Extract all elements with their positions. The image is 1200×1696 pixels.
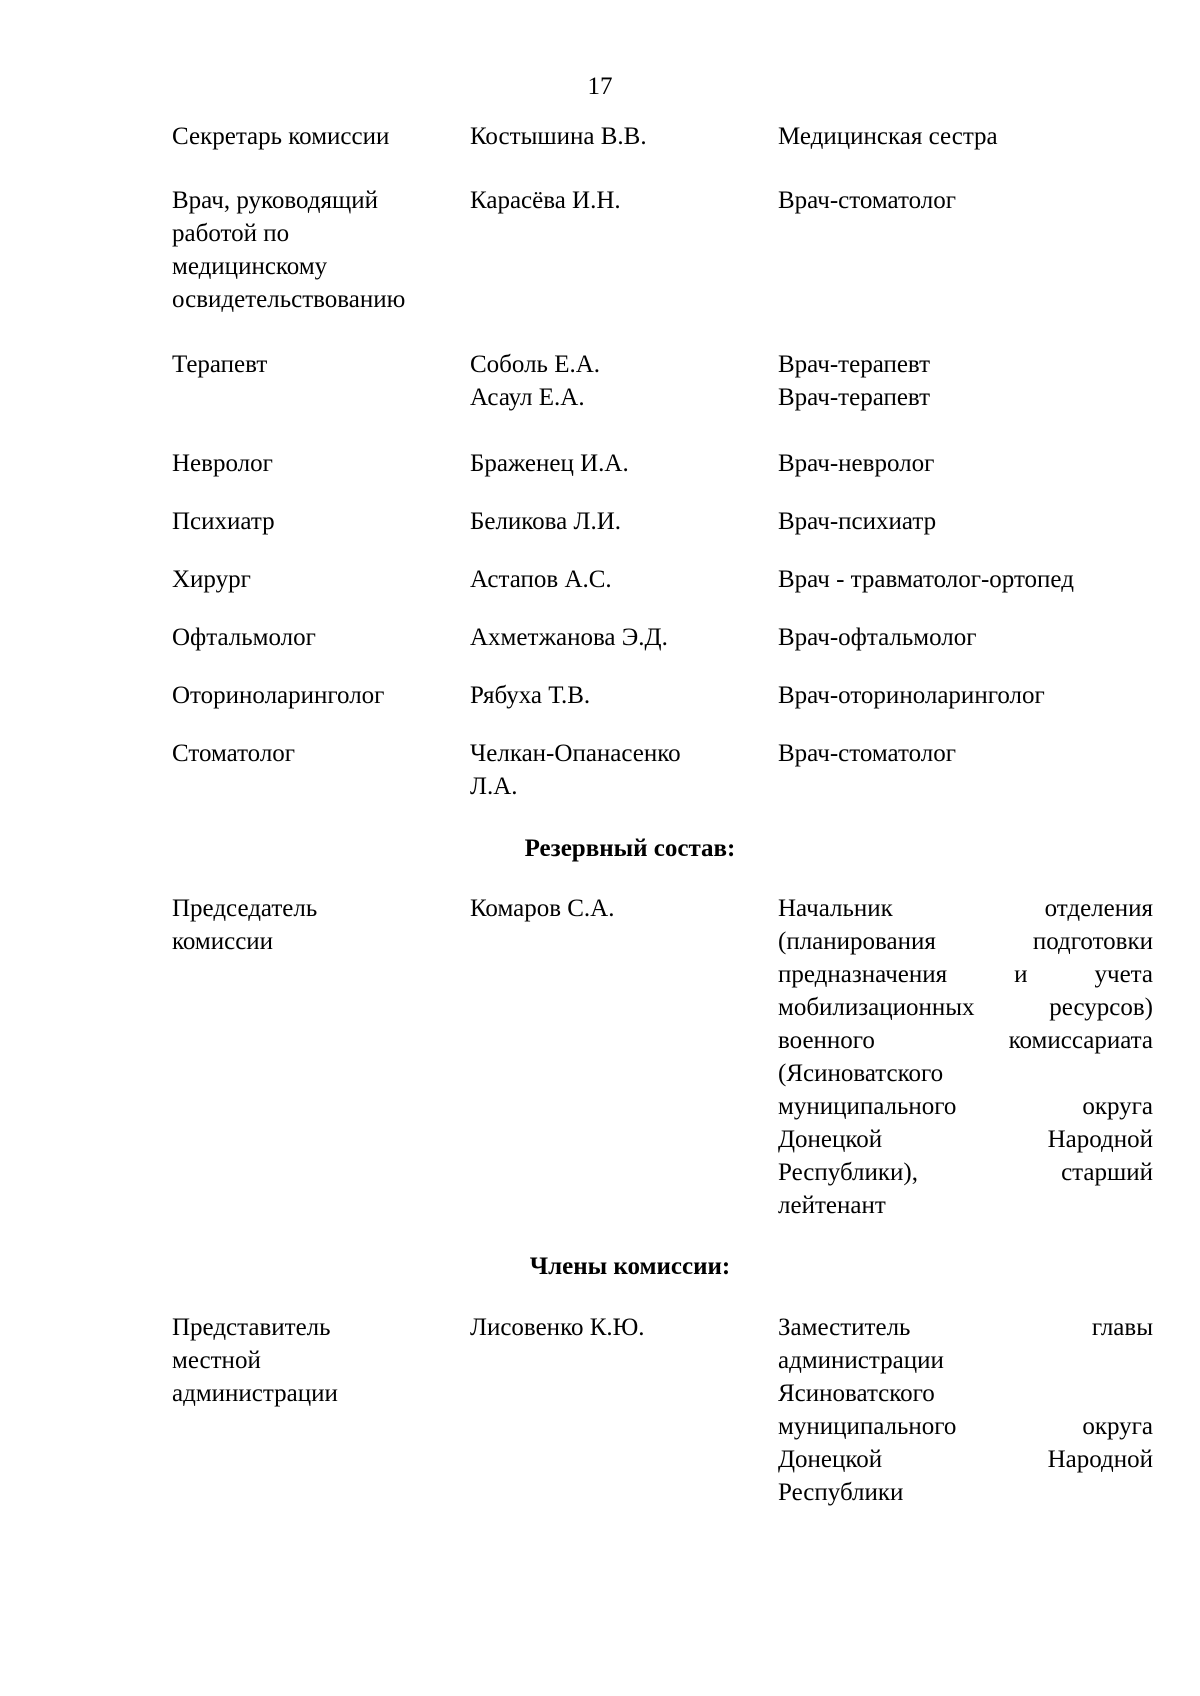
name-cell	[470, 184, 740, 217]
name-line: Соболь Е.А.	[470, 351, 601, 378]
position-cell	[778, 737, 1153, 770]
name-line: Карасёва И.Н.	[470, 187, 621, 214]
role-line: Председатель	[172, 895, 318, 922]
name-cell	[470, 892, 740, 925]
position-line: Начальник отделения	[778, 895, 1153, 922]
position-cell	[778, 184, 1153, 217]
name-line: Ахметжанова Э.Д.	[470, 624, 668, 651]
role-cell	[172, 120, 452, 153]
position-line: Заместитель главы	[778, 1314, 1153, 1341]
position-line: Донецкой Народной	[778, 1126, 1153, 1153]
name-line: Асаул Е.А.	[470, 384, 585, 411]
position-line: Врач-стоматолог	[778, 740, 956, 767]
name-cell	[470, 621, 740, 654]
name-line: Браженец И.А.	[470, 450, 629, 477]
role-cell	[172, 447, 452, 480]
role-line: Психиатр	[172, 508, 275, 535]
name-cell	[470, 348, 740, 414]
role-cell	[172, 679, 452, 712]
name-line: Комаров С.А.	[470, 895, 615, 922]
role-line: Врач, руководящий	[172, 187, 379, 214]
position-cell	[778, 120, 1153, 153]
role-line: местной	[172, 1347, 261, 1374]
name-line: Костышина В.В.	[470, 123, 647, 150]
name-line: Рябуха Т.В.	[470, 682, 591, 709]
role-cell	[172, 563, 452, 596]
position-line: Республики), старший	[778, 1159, 1153, 1186]
role-cell	[172, 621, 452, 654]
position-line: администрации	[778, 1347, 944, 1374]
position-line: Врач-оториноларинголог	[778, 682, 1045, 709]
role-line: Стоматолог	[172, 740, 296, 767]
position-line: Врач-психиатр	[778, 508, 937, 535]
position-line: Медицинская сестра	[778, 123, 998, 150]
position-line: Донецкой Народной	[778, 1446, 1153, 1473]
position-line: Врач-невролог	[778, 450, 935, 477]
role-line: Секретарь комиссии	[172, 123, 390, 150]
name-line: Лисовенко К.Ю.	[470, 1314, 645, 1341]
role-line: работой по	[172, 220, 290, 247]
position-line: Ясиноватского	[778, 1380, 935, 1407]
role-line: Невролог	[172, 450, 273, 477]
name-cell	[470, 447, 740, 480]
name-cell	[470, 563, 740, 596]
position-line: муниципального округа	[778, 1413, 1153, 1440]
name-line: Астапов А.С.	[470, 566, 612, 593]
position-cell	[778, 447, 1153, 480]
position-cell	[778, 348, 1153, 414]
role-line: Терапевт	[172, 351, 268, 378]
position-line: муниципального округа	[778, 1093, 1153, 1120]
role-line: комиссии	[172, 928, 274, 955]
name-cell	[470, 505, 740, 538]
name-line: Беликова Л.И.	[470, 508, 622, 535]
name-line: Л.А.	[470, 773, 518, 800]
role-line: освидетельствованию	[172, 286, 406, 313]
name-cell	[470, 679, 740, 712]
role-cell	[172, 892, 452, 958]
position-line: Врач-стоматолог	[778, 187, 956, 214]
name-cell	[470, 1311, 740, 1344]
name-cell	[470, 737, 740, 803]
position-line: (Ясиноватского	[778, 1060, 944, 1087]
position-line: лейтенант	[778, 1192, 886, 1219]
position-line: Врач-терапевт	[778, 351, 931, 378]
members-section-title: Члены комиссии:	[529, 1253, 731, 1280]
role-line: администрации	[172, 1380, 338, 1407]
role-line: Представитель	[172, 1314, 331, 1341]
position-line: мобилизационных ресурсов)	[778, 994, 1153, 1021]
position-line: предназначения и учета	[778, 961, 1153, 988]
name-line: Челкан-Опанасенко	[470, 740, 681, 767]
position-cell	[778, 1311, 1153, 1509]
role-line: Офтальмолог	[172, 624, 316, 651]
position-cell	[778, 563, 1153, 596]
position-cell	[778, 505, 1153, 538]
position-cell	[778, 892, 1153, 1222]
reserve-section-title: Резервный состав:	[524, 835, 736, 862]
role-cell	[172, 184, 452, 316]
role-cell	[172, 1311, 452, 1410]
role-cell	[172, 737, 452, 770]
name-cell	[470, 120, 740, 153]
page-number: 17	[587, 73, 613, 100]
position-cell	[778, 621, 1153, 654]
position-line: Врач-офтальмолог	[778, 624, 977, 651]
position-line: Республики	[778, 1479, 904, 1506]
role-cell	[172, 505, 452, 538]
position-line: Врач - травматолог-ортопед	[778, 566, 1074, 593]
role-line: Хирург	[172, 566, 251, 593]
position-cell	[778, 679, 1153, 712]
position-line: Врач-терапевт	[778, 384, 931, 411]
role-line: Оториноларинголог	[172, 682, 385, 709]
position-line: военного комиссариата	[778, 1027, 1153, 1054]
role-line: медицинскому	[172, 253, 328, 280]
position-line: (планирования подготовки	[778, 928, 1153, 955]
role-cell	[172, 348, 452, 381]
